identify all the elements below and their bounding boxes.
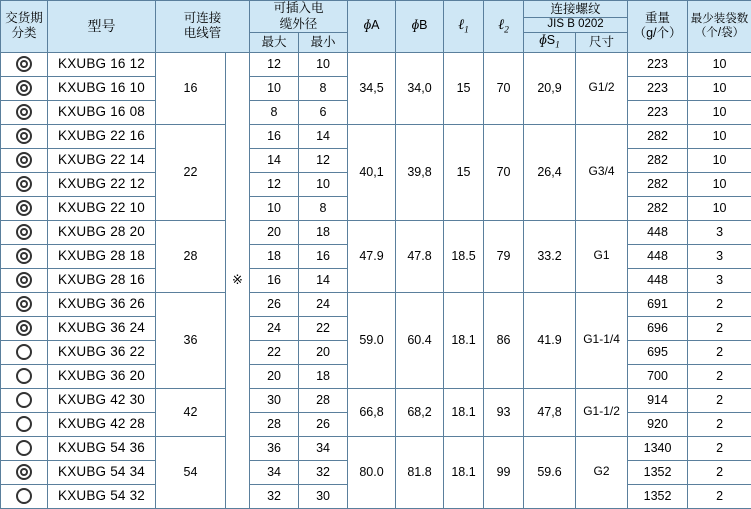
dimension-l1: 18.5: [444, 220, 484, 292]
cable-od-min: 14: [299, 268, 348, 292]
dimension-phi-b: 68,2: [396, 388, 444, 436]
cable-od-max: 16: [250, 124, 299, 148]
weight-value: 1352: [628, 460, 688, 484]
model-number: KXUBG 54 36: [48, 436, 156, 460]
min-package-value: 10: [688, 196, 751, 220]
table-header: [1, 1, 751, 53]
min-package-value: 10: [688, 124, 751, 148]
weight-value: 282: [628, 148, 688, 172]
header-phi-a-label: A: [371, 18, 379, 32]
dimension-phi-a: 80.0: [348, 436, 396, 508]
dimension-phi-a: 59.0: [348, 292, 396, 388]
weight-value: 448: [628, 220, 688, 244]
weight-value: 223: [628, 100, 688, 124]
cable-od-min: 32: [299, 460, 348, 484]
weight-value: 282: [628, 124, 688, 148]
delivery-class-mark: [1, 340, 48, 364]
delivery-class-mark: [1, 364, 48, 388]
cable-od-max: 26: [250, 292, 299, 316]
min-package-value: 2: [688, 340, 751, 364]
thread-size: G2: [576, 436, 628, 508]
dimension-l1: 18.1: [444, 388, 484, 436]
cable-od-min: 24: [299, 292, 348, 316]
header-minpack: [688, 1, 751, 53]
header-delivery-class: [1, 1, 48, 53]
thread-s1: 41.9: [524, 292, 576, 388]
header-cable-od-min: 最小: [299, 33, 348, 52]
min-package-value: 2: [688, 436, 751, 460]
min-package-value: 2: [688, 316, 751, 340]
double-circle-icon: [16, 296, 32, 312]
cable-od-min: 10: [299, 52, 348, 76]
conduit-size: 28: [156, 220, 226, 292]
header-conduit: [156, 1, 250, 53]
double-circle-icon: [16, 56, 32, 72]
dimension-phi-b: 81.8: [396, 436, 444, 508]
cable-od-max: 8: [250, 100, 299, 124]
weight-value: 282: [628, 196, 688, 220]
cable-od-max: 10: [250, 196, 299, 220]
model-number: KXUBG 28 18: [48, 244, 156, 268]
dimension-phi-a: 40,1: [348, 124, 396, 220]
thread-size: G1-1/2: [576, 388, 628, 436]
delivery-class-mark: [1, 268, 48, 292]
double-circle-icon: [16, 200, 32, 216]
table-row: [1, 220, 751, 244]
weight-value: 1352: [628, 484, 688, 508]
double-circle-icon: [16, 80, 32, 96]
cable-od-max: 30: [250, 388, 299, 412]
header-phi-b-label: B: [419, 18, 427, 32]
thread-size: G1/2: [576, 52, 628, 124]
cable-od-max: 20: [250, 364, 299, 388]
delivery-class-mark: [1, 436, 48, 460]
thread-s1: 33.2: [524, 220, 576, 292]
model-number: KXUBG 42 28: [48, 412, 156, 436]
delivery-class-mark: [1, 76, 48, 100]
cable-od-min: 16: [299, 244, 348, 268]
conduit-size: 36: [156, 292, 226, 388]
min-package-value: 3: [688, 268, 751, 292]
header-cable-od-line1: 可插入电: [250, 1, 347, 17]
model-number: KXUBG 36 24: [48, 316, 156, 340]
weight-value: 448: [628, 244, 688, 268]
table-row: [1, 124, 751, 148]
weight-value: 691: [628, 292, 688, 316]
header-thread-standard: JIS B 0202: [524, 17, 628, 33]
weight-value: 448: [628, 268, 688, 292]
header-phi-a: ɸA: [348, 1, 396, 53]
double-circle-icon: [16, 248, 32, 264]
delivery-class-mark: [1, 460, 48, 484]
cable-od-min: 20: [299, 340, 348, 364]
min-package-value: 3: [688, 244, 751, 268]
header-delivery-class-line1: 交货期: [1, 11, 47, 27]
model-number: KXUBG 16 12: [48, 52, 156, 76]
cable-od-min: 18: [299, 364, 348, 388]
model-number: KXUBG 22 16: [48, 124, 156, 148]
model-number: KXUBG 22 14: [48, 148, 156, 172]
cable-od-max: 20: [250, 220, 299, 244]
model-number: KXUBG 16 08: [48, 100, 156, 124]
weight-value: 695: [628, 340, 688, 364]
double-circle-icon: [16, 128, 32, 144]
cable-od-min: 26: [299, 412, 348, 436]
dimension-l2: 99: [484, 436, 524, 508]
weight-value: 223: [628, 52, 688, 76]
cable-od-min: 22: [299, 316, 348, 340]
header-l1: ℓ$_1$: [444, 1, 484, 53]
conduit-size: 22: [156, 124, 226, 220]
dimension-l1: 15: [444, 52, 484, 124]
header-cable-od-max: 最大: [250, 33, 299, 52]
header-cable-od: [250, 1, 348, 33]
cable-od-max: 22: [250, 340, 299, 364]
header-phi-b: ɸB: [396, 1, 444, 53]
table-row: [1, 436, 751, 460]
cable-od-max: 18: [250, 244, 299, 268]
min-package-value: 2: [688, 388, 751, 412]
header-conduit-line2: 电线管: [156, 26, 249, 42]
header-l2: ℓ$_2$: [484, 1, 524, 53]
weight-value: 696: [628, 316, 688, 340]
cable-od-max: 34: [250, 460, 299, 484]
cable-od-min: 12: [299, 148, 348, 172]
thread-s1: 26,4: [524, 124, 576, 220]
cable-od-min: 6: [299, 100, 348, 124]
delivery-class-mark: [1, 244, 48, 268]
header-l2-label: 2: [504, 25, 509, 35]
table-row: [1, 388, 751, 412]
cable-od-min: 30: [299, 484, 348, 508]
header-weight: [628, 1, 688, 53]
dimension-phi-b: 60.4: [396, 292, 444, 388]
cable-od-min: 8: [299, 76, 348, 100]
conduit-size: 54: [156, 436, 226, 508]
double-circle-icon: [16, 152, 32, 168]
cable-od-max: 10: [250, 76, 299, 100]
min-package-value: 10: [688, 172, 751, 196]
thread-size: G1: [576, 220, 628, 292]
delivery-class-mark: [1, 148, 48, 172]
thread-s1: 20,9: [524, 52, 576, 124]
dimension-l2: 86: [484, 292, 524, 388]
cable-od-max: 24: [250, 316, 299, 340]
min-package-value: 10: [688, 100, 751, 124]
double-circle-icon: [16, 464, 32, 480]
delivery-class-mark: [1, 124, 48, 148]
cable-od-max: 36: [250, 436, 299, 460]
model-number: KXUBG 28 20: [48, 220, 156, 244]
circle-icon: [16, 344, 32, 360]
min-package-value: 2: [688, 292, 751, 316]
delivery-class-mark: [1, 172, 48, 196]
double-circle-icon: [16, 272, 32, 288]
header-l1-label: 1: [464, 25, 469, 35]
dimension-phi-b: 34,0: [396, 52, 444, 124]
delivery-class-mark: [1, 484, 48, 508]
thread-size: G3/4: [576, 124, 628, 220]
conduit-size: 16: [156, 52, 226, 124]
header-minpack-line2: （个/袋）: [688, 26, 751, 40]
weight-value: 282: [628, 172, 688, 196]
circle-icon: [16, 488, 32, 504]
dimension-phi-a: 66,8: [348, 388, 396, 436]
note-mark: ※: [226, 52, 250, 508]
min-package-value: 2: [688, 412, 751, 436]
model-number: KXUBG 36 26: [48, 292, 156, 316]
cable-od-max: 16: [250, 268, 299, 292]
cable-od-min: 8: [299, 196, 348, 220]
header-cable-od-line2: 缆外径: [250, 17, 347, 33]
model-number: KXUBG 42 30: [48, 388, 156, 412]
circle-icon: [16, 368, 32, 384]
thread-s1: 47,8: [524, 388, 576, 436]
dimension-l2: 93: [484, 388, 524, 436]
cable-od-min: 14: [299, 124, 348, 148]
cable-od-min: 28: [299, 388, 348, 412]
double-circle-icon: [16, 320, 32, 336]
circle-icon: [16, 440, 32, 456]
delivery-class-mark: [1, 412, 48, 436]
dimension-l1: 18.1: [444, 292, 484, 388]
dimension-phi-b: 39,8: [396, 124, 444, 220]
min-package-value: 10: [688, 52, 751, 76]
table-body: [1, 52, 751, 508]
header-weight-line2: （g/个）: [628, 26, 687, 42]
dimension-l2: 79: [484, 220, 524, 292]
delivery-class-mark: [1, 388, 48, 412]
weight-value: 1340: [628, 436, 688, 460]
header-thread-s1-label: S: [547, 33, 555, 47]
dimension-phi-a: 34,5: [348, 52, 396, 124]
cable-od-min: 18: [299, 220, 348, 244]
min-package-value: 10: [688, 148, 751, 172]
delivery-class-mark: [1, 196, 48, 220]
model-number: KXUBG 54 34: [48, 460, 156, 484]
dimension-l1: 15: [444, 124, 484, 220]
min-package-value: 10: [688, 76, 751, 100]
header-thread-line1: 连接螺纹: [551, 2, 601, 16]
dimension-phi-b: 47.8: [396, 220, 444, 292]
weight-value: 223: [628, 76, 688, 100]
delivery-class-mark: [1, 316, 48, 340]
header-conduit-line1: 可连接: [156, 11, 249, 27]
header-minpack-line1: 最少装袋数: [688, 12, 751, 26]
double-circle-icon: [16, 104, 32, 120]
model-number: KXUBG 36 20: [48, 364, 156, 388]
dimension-l2: 70: [484, 124, 524, 220]
cable-od-max: 12: [250, 52, 299, 76]
header-weight-line1: 重量: [628, 11, 687, 27]
model-number: KXUBG 16 10: [48, 76, 156, 100]
table-row: [1, 292, 751, 316]
thread-size: G1-1/4: [576, 292, 628, 388]
weight-value: 700: [628, 364, 688, 388]
model-number: KXUBG 22 12: [48, 172, 156, 196]
delivery-class-mark: [1, 220, 48, 244]
table-row: [1, 52, 751, 76]
header-thread-title: [524, 1, 628, 18]
min-package-value: 3: [688, 220, 751, 244]
double-circle-icon: [16, 176, 32, 192]
circle-icon: [16, 416, 32, 432]
dimension-l2: 70: [484, 52, 524, 124]
header-model: 型号: [48, 1, 156, 53]
cable-od-max: 14: [250, 148, 299, 172]
dimension-phi-a: 47.9: [348, 220, 396, 292]
model-number: KXUBG 28 16: [48, 268, 156, 292]
thread-s1: 59.6: [524, 436, 576, 508]
header-thread-size: 尺寸: [576, 33, 628, 52]
delivery-class-mark: [1, 52, 48, 76]
cable-od-max: 32: [250, 484, 299, 508]
cable-od-min: 10: [299, 172, 348, 196]
delivery-class-mark: [1, 100, 48, 124]
dimension-l1: 18.1: [444, 436, 484, 508]
cable-od-max: 28: [250, 412, 299, 436]
double-circle-icon: [16, 224, 32, 240]
conduit-size: 42: [156, 388, 226, 436]
circle-icon: [16, 392, 32, 408]
min-package-value: 2: [688, 484, 751, 508]
weight-value: 914: [628, 388, 688, 412]
model-number: KXUBG 54 32: [48, 484, 156, 508]
min-package-value: 2: [688, 364, 751, 388]
delivery-class-mark: [1, 292, 48, 316]
model-number: KXUBG 22 10: [48, 196, 156, 220]
header-delivery-class-line2: 分类: [1, 26, 47, 42]
header-row-1: [1, 1, 751, 18]
header-thread-s1: ɸS$_1$: [524, 33, 576, 52]
cable-od-min: 34: [299, 436, 348, 460]
weight-value: 920: [628, 412, 688, 436]
min-package-value: 2: [688, 460, 751, 484]
cable-od-max: 12: [250, 172, 299, 196]
model-number: KXUBG 36 22: [48, 340, 156, 364]
header-thread-s1-sub: 1: [555, 41, 560, 51]
